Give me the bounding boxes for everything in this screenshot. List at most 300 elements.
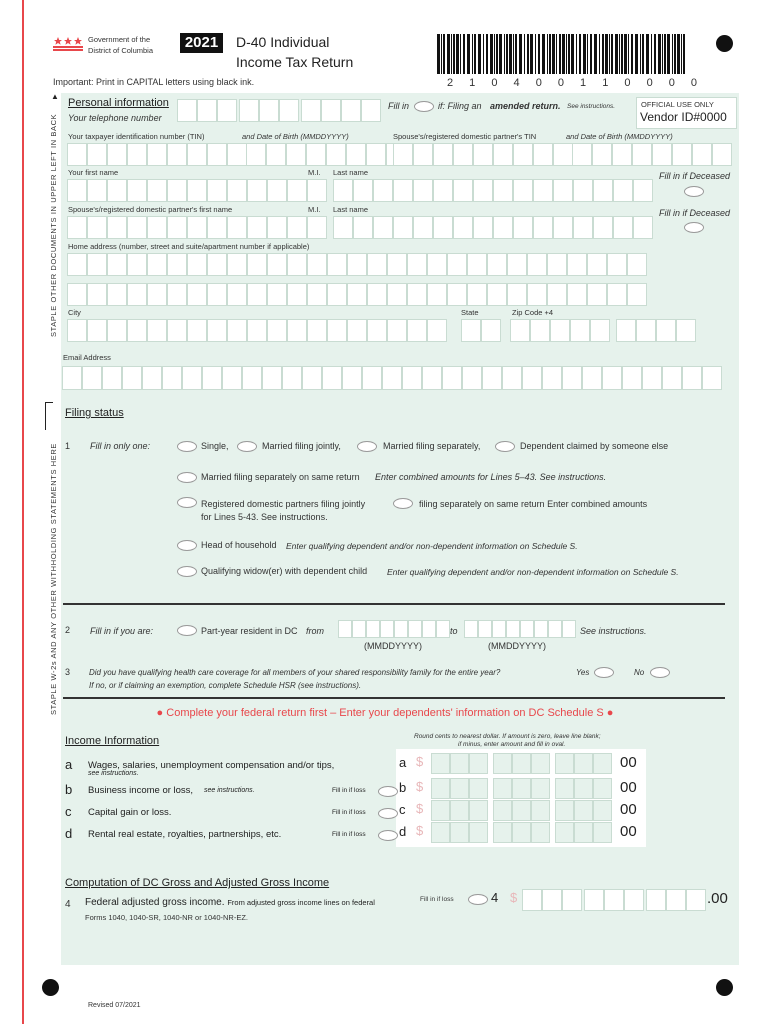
- address-box[interactable]: [387, 283, 407, 306]
- city-box[interactable]: [267, 319, 287, 342]
- spouse-dob-box[interactable]: [572, 143, 592, 166]
- address-box[interactable]: [147, 253, 167, 276]
- address-box[interactable]: [67, 283, 87, 306]
- email-box[interactable]: [442, 366, 462, 390]
- city-box[interactable]: [227, 319, 247, 342]
- first-name-box[interactable]: [67, 179, 87, 202]
- mfs-same-oval[interactable]: [177, 472, 197, 483]
- agi-box[interactable]: [686, 889, 706, 911]
- email-box[interactable]: [642, 366, 662, 390]
- email-box[interactable]: [542, 366, 562, 390]
- res-to-box[interactable]: [548, 620, 562, 638]
- phone-box[interactable]: [197, 99, 217, 122]
- address-box[interactable]: [507, 253, 527, 276]
- amount-box[interactable]: [512, 822, 531, 843]
- email-box[interactable]: [402, 366, 422, 390]
- email-box[interactable]: [322, 366, 342, 390]
- amount-box[interactable]: [493, 800, 512, 821]
- dob-box[interactable]: [306, 143, 326, 166]
- last-name-box[interactable]: [473, 179, 493, 202]
- first-name-box[interactable]: [247, 179, 267, 202]
- email-box[interactable]: [142, 366, 162, 390]
- address-box[interactable]: [427, 283, 447, 306]
- phone-box[interactable]: [239, 99, 259, 122]
- spouse-tin-box[interactable]: [553, 143, 573, 166]
- phone-box[interactable]: [321, 99, 341, 122]
- spouse-last-box[interactable]: [493, 216, 513, 239]
- spouse-first-box[interactable]: [107, 216, 127, 239]
- email-box[interactable]: [302, 366, 322, 390]
- amount-box[interactable]: [431, 800, 450, 821]
- agi-box[interactable]: [666, 889, 686, 911]
- spouse-last-box[interactable]: [553, 216, 573, 239]
- address-box[interactable]: [547, 283, 567, 306]
- address-box[interactable]: [127, 253, 147, 276]
- address-box[interactable]: [247, 283, 267, 306]
- res-from-box[interactable]: [380, 620, 394, 638]
- amount-box[interactable]: [512, 800, 531, 821]
- amount-box[interactable]: [555, 800, 574, 821]
- spouse-tin-box[interactable]: [513, 143, 533, 166]
- spouse-first-box[interactable]: [167, 216, 187, 239]
- amended-return-oval[interactable]: [414, 101, 434, 112]
- spouse-last-box[interactable]: [593, 216, 613, 239]
- zip4-box[interactable]: [656, 319, 676, 342]
- amount-box[interactable]: [574, 800, 593, 821]
- spouse-dob-box[interactable]: [692, 143, 712, 166]
- amount-box[interactable]: [450, 753, 469, 774]
- tin-box[interactable]: [107, 143, 127, 166]
- qw-oval[interactable]: [177, 566, 197, 577]
- amount-box[interactable]: [555, 822, 574, 843]
- rdp-joint-oval[interactable]: [177, 497, 197, 508]
- city-box[interactable]: [167, 319, 187, 342]
- amount-box[interactable]: [593, 778, 612, 799]
- last-name-box[interactable]: [593, 179, 613, 202]
- address-box[interactable]: [247, 253, 267, 276]
- last-name-box[interactable]: [353, 179, 373, 202]
- address-box[interactable]: [567, 253, 587, 276]
- res-to-box[interactable]: [464, 620, 478, 638]
- address-box[interactable]: [107, 253, 127, 276]
- last-name-box[interactable]: [413, 179, 433, 202]
- dependent-oval[interactable]: [495, 441, 515, 452]
- address-box[interactable]: [527, 283, 547, 306]
- tin-box[interactable]: [67, 143, 87, 166]
- spouse-tin-box[interactable]: [493, 143, 513, 166]
- tin-box[interactable]: [147, 143, 167, 166]
- email-box[interactable]: [62, 366, 82, 390]
- email-box[interactable]: [122, 366, 142, 390]
- city-box[interactable]: [367, 319, 387, 342]
- first-name-box[interactable]: [267, 179, 287, 202]
- loss-oval[interactable]: [378, 808, 398, 819]
- loss-oval[interactable]: [378, 786, 398, 797]
- email-box[interactable]: [502, 366, 522, 390]
- address-box[interactable]: [207, 283, 227, 306]
- address-box[interactable]: [627, 283, 647, 306]
- email-box[interactable]: [222, 366, 242, 390]
- zip4-box[interactable]: [676, 319, 696, 342]
- email-box[interactable]: [342, 366, 362, 390]
- health-no-oval[interactable]: [650, 667, 670, 678]
- last-name-box[interactable]: [513, 179, 533, 202]
- amount-box[interactable]: [555, 753, 574, 774]
- address-box[interactable]: [87, 253, 107, 276]
- amount-box[interactable]: [574, 753, 593, 774]
- res-from-box[interactable]: [422, 620, 436, 638]
- email-box[interactable]: [622, 366, 642, 390]
- first-name-box[interactable]: [87, 179, 107, 202]
- spouse-tin-box[interactable]: [453, 143, 473, 166]
- last-name-box[interactable]: [633, 179, 653, 202]
- zip-box[interactable]: [570, 319, 590, 342]
- tin-box[interactable]: [87, 143, 107, 166]
- tin-box[interactable]: [167, 143, 187, 166]
- city-box[interactable]: [287, 319, 307, 342]
- amount-box[interactable]: [531, 753, 550, 774]
- spouse-last-box[interactable]: [513, 216, 533, 239]
- email-box[interactable]: [462, 366, 482, 390]
- city-box[interactable]: [147, 319, 167, 342]
- address-box[interactable]: [347, 283, 367, 306]
- spouse-last-box[interactable]: [613, 216, 633, 239]
- amount-box[interactable]: [469, 822, 488, 843]
- spouse-last-box[interactable]: [353, 216, 373, 239]
- last-name-box[interactable]: [453, 179, 473, 202]
- amount-box[interactable]: [431, 822, 450, 843]
- city-box[interactable]: [207, 319, 227, 342]
- dob-box[interactable]: [366, 143, 386, 166]
- phone-box[interactable]: [279, 99, 299, 122]
- amount-box[interactable]: [450, 778, 469, 799]
- amount-box[interactable]: [593, 800, 612, 821]
- amount-box[interactable]: [469, 778, 488, 799]
- address-box[interactable]: [527, 253, 547, 276]
- amount-box[interactable]: [431, 753, 450, 774]
- address-box[interactable]: [287, 253, 307, 276]
- first-name-box[interactable]: [207, 179, 227, 202]
- address-box[interactable]: [487, 253, 507, 276]
- zip-box[interactable]: [510, 319, 530, 342]
- res-from-box[interactable]: [436, 620, 450, 638]
- address-box[interactable]: [227, 253, 247, 276]
- single-oval[interactable]: [177, 441, 197, 452]
- phone-box[interactable]: [217, 99, 237, 122]
- zip-box[interactable]: [530, 319, 550, 342]
- agi-loss-oval[interactable]: [468, 894, 488, 905]
- email-box[interactable]: [582, 366, 602, 390]
- email-box[interactable]: [702, 366, 722, 390]
- spouse-deceased-oval[interactable]: [684, 222, 704, 233]
- spouse-dob-box[interactable]: [612, 143, 632, 166]
- address-box[interactable]: [347, 253, 367, 276]
- address-box[interactable]: [67, 253, 87, 276]
- email-box[interactable]: [522, 366, 542, 390]
- email-box[interactable]: [262, 366, 282, 390]
- amount-box[interactable]: [574, 822, 593, 843]
- mfs-oval[interactable]: [357, 441, 377, 452]
- spouse-last-box[interactable]: [633, 216, 653, 239]
- last-name-box[interactable]: [433, 179, 453, 202]
- address-box[interactable]: [327, 283, 347, 306]
- amount-box[interactable]: [531, 822, 550, 843]
- address-box[interactable]: [167, 253, 187, 276]
- amount-box[interactable]: [450, 822, 469, 843]
- res-to-box[interactable]: [492, 620, 506, 638]
- agi-box[interactable]: [522, 889, 542, 911]
- spouse-first-box[interactable]: [147, 216, 167, 239]
- spouse-tin-box[interactable]: [473, 143, 493, 166]
- spouse-mi-box[interactable]: [307, 216, 327, 239]
- phone-box[interactable]: [177, 99, 197, 122]
- amount-box[interactable]: [450, 800, 469, 821]
- spouse-first-box[interactable]: [247, 216, 267, 239]
- spouse-dob-box[interactable]: [712, 143, 732, 166]
- state-box[interactable]: [461, 319, 481, 342]
- address-box[interactable]: [207, 253, 227, 276]
- first-name-box[interactable]: [287, 179, 307, 202]
- email-box[interactable]: [182, 366, 202, 390]
- amount-box[interactable]: [493, 753, 512, 774]
- tin-box[interactable]: [187, 143, 207, 166]
- address-box[interactable]: [607, 283, 627, 306]
- amount-box[interactable]: [493, 822, 512, 843]
- address-box[interactable]: [467, 283, 487, 306]
- email-box[interactable]: [202, 366, 222, 390]
- spouse-last-box[interactable]: [413, 216, 433, 239]
- res-from-box[interactable]: [408, 620, 422, 638]
- address-box[interactable]: [407, 283, 427, 306]
- agi-box[interactable]: [646, 889, 666, 911]
- spouse-last-box[interactable]: [333, 216, 353, 239]
- mfj-oval[interactable]: [237, 441, 257, 452]
- amount-box[interactable]: [593, 753, 612, 774]
- spouse-first-box[interactable]: [287, 216, 307, 239]
- spouse-first-box[interactable]: [267, 216, 287, 239]
- zip4-box[interactable]: [616, 319, 636, 342]
- last-name-box[interactable]: [393, 179, 413, 202]
- res-from-box[interactable]: [366, 620, 380, 638]
- address-box[interactable]: [387, 253, 407, 276]
- amount-box[interactable]: [493, 778, 512, 799]
- last-name-box[interactable]: [533, 179, 553, 202]
- first-name-box[interactable]: [227, 179, 247, 202]
- health-yes-oval[interactable]: [594, 667, 614, 678]
- last-name-box[interactable]: [573, 179, 593, 202]
- address-box[interactable]: [147, 283, 167, 306]
- spouse-first-box[interactable]: [127, 216, 147, 239]
- spouse-dob-box[interactable]: [672, 143, 692, 166]
- address-box[interactable]: [447, 283, 467, 306]
- spouse-tin-box[interactable]: [413, 143, 433, 166]
- last-name-box[interactable]: [613, 179, 633, 202]
- address-box[interactable]: [427, 253, 447, 276]
- hoh-oval[interactable]: [177, 540, 197, 551]
- email-box[interactable]: [662, 366, 682, 390]
- dob-box[interactable]: [266, 143, 286, 166]
- address-box[interactable]: [327, 253, 347, 276]
- email-box[interactable]: [482, 366, 502, 390]
- res-from-box[interactable]: [338, 620, 352, 638]
- address-box[interactable]: [227, 283, 247, 306]
- tin-box[interactable]: [227, 143, 247, 166]
- agi-box[interactable]: [562, 889, 582, 911]
- address-box[interactable]: [127, 283, 147, 306]
- dob-box[interactable]: [346, 143, 366, 166]
- first-name-box[interactable]: [107, 179, 127, 202]
- address-box[interactable]: [367, 283, 387, 306]
- address-box[interactable]: [187, 253, 207, 276]
- address-box[interactable]: [447, 253, 467, 276]
- address-box[interactable]: [407, 253, 427, 276]
- res-to-box[interactable]: [534, 620, 548, 638]
- spouse-last-box[interactable]: [533, 216, 553, 239]
- dob-box[interactable]: [286, 143, 306, 166]
- res-from-box[interactable]: [352, 620, 366, 638]
- address-box[interactable]: [307, 283, 327, 306]
- phone-box[interactable]: [301, 99, 321, 122]
- spouse-first-box[interactable]: [207, 216, 227, 239]
- deceased-oval[interactable]: [684, 186, 704, 197]
- address-box[interactable]: [287, 283, 307, 306]
- address-box[interactable]: [267, 253, 287, 276]
- res-to-box[interactable]: [520, 620, 534, 638]
- email-box[interactable]: [602, 366, 622, 390]
- amount-box[interactable]: [531, 778, 550, 799]
- email-box[interactable]: [682, 366, 702, 390]
- first-name-box[interactable]: [127, 179, 147, 202]
- agi-box[interactable]: [584, 889, 604, 911]
- res-to-box[interactable]: [506, 620, 520, 638]
- address-box[interactable]: [587, 283, 607, 306]
- email-box[interactable]: [82, 366, 102, 390]
- city-box[interactable]: [87, 319, 107, 342]
- address-box[interactable]: [267, 283, 287, 306]
- city-box[interactable]: [187, 319, 207, 342]
- email-box[interactable]: [382, 366, 402, 390]
- rdp-sep-oval[interactable]: [393, 498, 413, 509]
- address-box[interactable]: [567, 283, 587, 306]
- city-box[interactable]: [407, 319, 427, 342]
- amount-box[interactable]: [469, 753, 488, 774]
- spouse-last-box[interactable]: [473, 216, 493, 239]
- email-box[interactable]: [362, 366, 382, 390]
- city-box[interactable]: [307, 319, 327, 342]
- email-box[interactable]: [162, 366, 182, 390]
- phone-box[interactable]: [361, 99, 381, 122]
- city-box[interactable]: [67, 319, 87, 342]
- spouse-last-box[interactable]: [433, 216, 453, 239]
- address-box[interactable]: [87, 283, 107, 306]
- dob-box[interactable]: [326, 143, 346, 166]
- spouse-last-box[interactable]: [453, 216, 473, 239]
- spouse-last-box[interactable]: [393, 216, 413, 239]
- last-name-box[interactable]: [373, 179, 393, 202]
- amount-box[interactable]: [469, 800, 488, 821]
- address-box[interactable]: [187, 283, 207, 306]
- agi-box[interactable]: [604, 889, 624, 911]
- amount-box[interactable]: [512, 778, 531, 799]
- address-box[interactable]: [547, 253, 567, 276]
- address-box[interactable]: [507, 283, 527, 306]
- dob-box[interactable]: [246, 143, 266, 166]
- tin-box[interactable]: [127, 143, 147, 166]
- amount-box[interactable]: [431, 778, 450, 799]
- address-box[interactable]: [607, 253, 627, 276]
- spouse-first-box[interactable]: [87, 216, 107, 239]
- spouse-tin-box[interactable]: [433, 143, 453, 166]
- spouse-last-box[interactable]: [373, 216, 393, 239]
- spouse-dob-box[interactable]: [632, 143, 652, 166]
- city-box[interactable]: [427, 319, 447, 342]
- city-box[interactable]: [107, 319, 127, 342]
- loss-oval[interactable]: [378, 830, 398, 841]
- amount-box[interactable]: [574, 778, 593, 799]
- spouse-tin-box[interactable]: [533, 143, 553, 166]
- phone-box[interactable]: [341, 99, 361, 122]
- part-year-oval[interactable]: [177, 625, 197, 636]
- city-box[interactable]: [347, 319, 367, 342]
- address-box[interactable]: [467, 253, 487, 276]
- city-box[interactable]: [387, 319, 407, 342]
- email-box[interactable]: [102, 366, 122, 390]
- email-box[interactable]: [422, 366, 442, 390]
- amount-box[interactable]: [555, 778, 574, 799]
- last-name-box[interactable]: [493, 179, 513, 202]
- amount-box[interactable]: [593, 822, 612, 843]
- address-box[interactable]: [167, 283, 187, 306]
- agi-box[interactable]: [624, 889, 644, 911]
- email-box[interactable]: [282, 366, 302, 390]
- city-box[interactable]: [127, 319, 147, 342]
- city-box[interactable]: [247, 319, 267, 342]
- state-box[interactable]: [481, 319, 501, 342]
- address-box[interactable]: [587, 253, 607, 276]
- spouse-first-box[interactable]: [67, 216, 87, 239]
- first-name-box[interactable]: [147, 179, 167, 202]
- city-box[interactable]: [327, 319, 347, 342]
- first-name-box[interactable]: [187, 179, 207, 202]
- phone-box[interactable]: [259, 99, 279, 122]
- amount-box[interactable]: [531, 800, 550, 821]
- address-box[interactable]: [627, 253, 647, 276]
- spouse-first-box[interactable]: [187, 216, 207, 239]
- zip-box[interactable]: [590, 319, 610, 342]
- tin-box[interactable]: [207, 143, 227, 166]
- spouse-dob-box[interactable]: [592, 143, 612, 166]
- res-to-box[interactable]: [478, 620, 492, 638]
- spouse-tin-box[interactable]: [393, 143, 413, 166]
- last-name-box[interactable]: [333, 179, 353, 202]
- agi-box[interactable]: [542, 889, 562, 911]
- amount-box[interactable]: [512, 753, 531, 774]
- spouse-first-box[interactable]: [227, 216, 247, 239]
- zip4-box[interactable]: [636, 319, 656, 342]
- email-box[interactable]: [562, 366, 582, 390]
- address-box[interactable]: [367, 253, 387, 276]
- res-from-box[interactable]: [394, 620, 408, 638]
- res-to-box[interactable]: [562, 620, 576, 638]
- address-box[interactable]: [107, 283, 127, 306]
- spouse-dob-box[interactable]: [652, 143, 672, 166]
- spouse-last-box[interactable]: [573, 216, 593, 239]
- address-box[interactable]: [307, 253, 327, 276]
- email-box[interactable]: [242, 366, 262, 390]
- zip-box[interactable]: [550, 319, 570, 342]
- mi-box[interactable]: [307, 179, 327, 202]
- last-name-box[interactable]: [553, 179, 573, 202]
